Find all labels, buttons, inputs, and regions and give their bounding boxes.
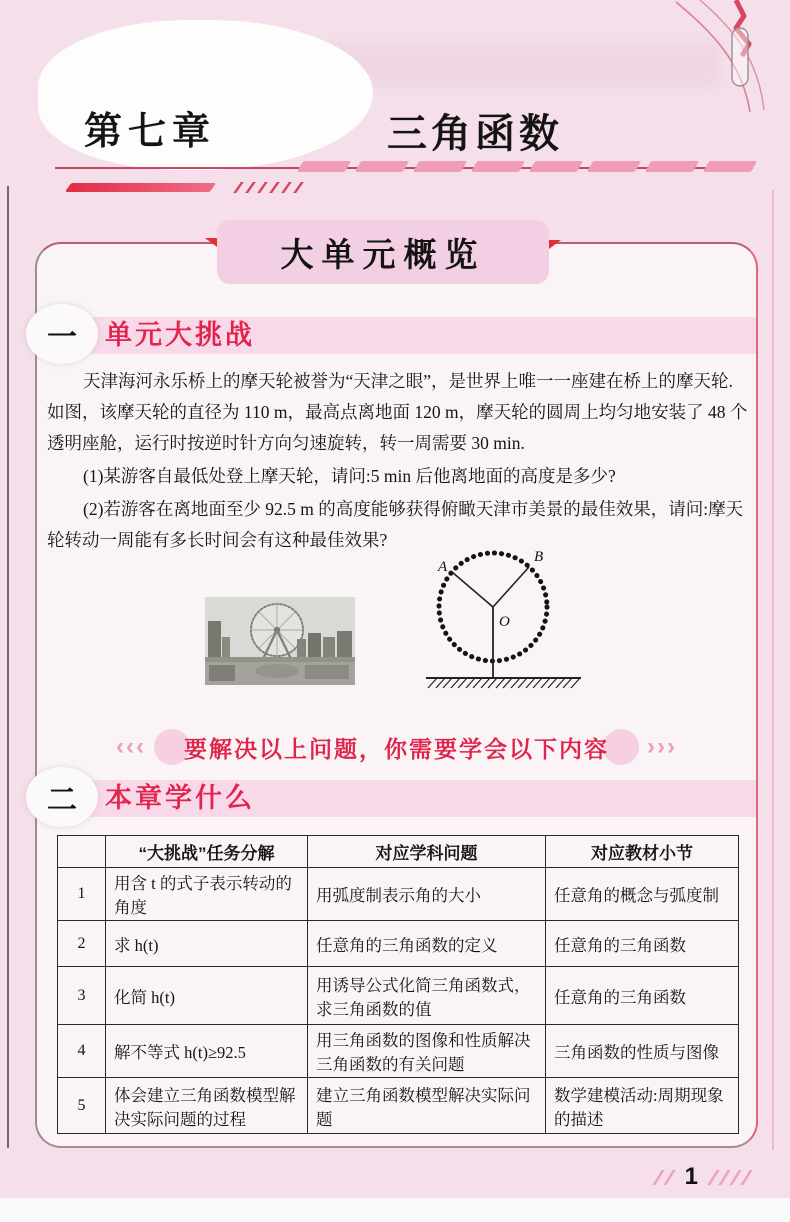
- ferris-wheel-photo: [205, 597, 355, 685]
- row-number: 1: [58, 868, 106, 921]
- subject-cell: 用弧度制表示角的大小: [308, 868, 546, 921]
- banner-arrow-right-icon: [549, 240, 561, 249]
- section1-marker: 一: [26, 304, 98, 364]
- table-row: [58, 967, 739, 1025]
- row-number: 3: [58, 967, 106, 1025]
- table-header-row: [58, 836, 739, 868]
- table-row: [58, 868, 739, 921]
- row-number: 4: [58, 1025, 106, 1078]
- chapter-map-table: [57, 835, 739, 1134]
- section2-title: 本章学什么: [105, 783, 255, 813]
- page-number: 1: [684, 1163, 698, 1190]
- footer-slash-icon: [652, 1170, 664, 1185]
- scan-edge-left: [7, 186, 9, 1148]
- header-cell-subject: 对应学科问题: [308, 836, 546, 868]
- problem-paragraph: 天津海河永乐桥上的摩天轮被誉为“天津之眼”，是世界上唯一一座建在桥上的摩天轮.如图，该摩天轮的直径为 110 m，最高点离地面 120 m，摩天轮的圆周上均匀地安装了 48 个透明座舱，运行时按逆时针方向匀速旋转，转一周需要 30 min.: [47, 371, 748, 453]
- task-cell: 体会建立三角函数模型解决实际问题的过程: [106, 1078, 308, 1134]
- section2-marker: 二: [26, 767, 98, 827]
- problem-statement: [47, 366, 750, 556]
- table-row: [58, 921, 739, 967]
- paperclip-icon: [732, 28, 748, 86]
- chapter-title: 三角函数: [387, 112, 563, 156]
- diagram-label-b: B: [534, 549, 544, 565]
- footer-slash-icon: [740, 1170, 752, 1185]
- material-cell: 三角函数的性质与图像: [546, 1025, 739, 1078]
- header-cell-blank: [58, 836, 106, 868]
- material-cell: 数学建模活动:周期现象的描述: [546, 1078, 739, 1134]
- page-footer: [657, 1163, 748, 1191]
- problem-question-2: (2)若游客在离地面至少 92.5 m 的高度能够获得俯瞰天津市美景的最佳效果，请问:摩天轮转动一周能有多长时间会有这种最佳效果?: [47, 499, 744, 550]
- diagram-label-a: A: [438, 559, 448, 575]
- transition-banner: [37, 726, 756, 768]
- problem-question-1: (1)某游客自最低处登上摩天轮，请问:5 min 后他离地面的高度是多少?: [83, 466, 616, 486]
- table-row: [58, 1078, 739, 1134]
- row-number: 2: [58, 921, 106, 967]
- row-number: 5: [58, 1078, 106, 1134]
- task-cell: 解不等式 h(t)≥92.5: [106, 1025, 308, 1078]
- task-cell: 化简 h(t): [106, 967, 308, 1025]
- material-cell: 任意角的三角函数: [546, 921, 739, 967]
- chevrons-left-icon: ‹‹‹: [116, 733, 146, 760]
- task-cell: 用含 t 的式子表示转动的角度: [106, 868, 308, 921]
- subject-cell: 用三角函数的图像和性质解决三角函数的有关问题: [308, 1025, 546, 1078]
- section1-title: 单元大挑战: [105, 320, 255, 350]
- chevrons-right-icon: ›››: [647, 733, 677, 760]
- subject-cell: 建立三角函数模型解决实际问题: [308, 1078, 546, 1134]
- radius-OB: [493, 567, 529, 607]
- subject-cell: 用诱导公式化简三角函数式，求三角函数的值: [308, 967, 546, 1025]
- diagram-label-o: O: [499, 614, 510, 630]
- banner-arrow-left-icon: [205, 238, 217, 247]
- ground-hatching: [428, 678, 580, 688]
- footer-slash-icon: [707, 1170, 719, 1185]
- task-cell: 求 h(t): [106, 921, 308, 967]
- chapter-number-label: 第七章: [84, 111, 217, 153]
- corner-decoration: [670, 0, 790, 115]
- footer-slash-icon: [729, 1170, 741, 1185]
- header-slash-marks: [237, 182, 300, 193]
- header-cell-task: “大挑战”任务分解: [106, 836, 308, 868]
- radius-OA: [452, 572, 493, 607]
- overview-banner: 大单元概览: [217, 220, 549, 284]
- footer-slash-icon: [663, 1170, 675, 1185]
- material-cell: 任意角的三角函数: [546, 967, 739, 1025]
- scan-edge-bottom: [0, 1198, 790, 1222]
- footer-slash-icon: [718, 1170, 730, 1185]
- subject-cell: 任意角的三角函数的定义: [308, 921, 546, 967]
- header-red-bar: [65, 183, 216, 192]
- scan-edge-right: [772, 190, 774, 1150]
- wheel-schematic-diagram: [398, 541, 588, 693]
- header-dash-decoration: [300, 161, 754, 172]
- header-cell-material: 对应教材小节: [546, 836, 739, 868]
- table-row: [58, 1025, 739, 1078]
- material-cell: 任意角的概念与弧度制: [546, 868, 739, 921]
- transition-text: 要解决以上问题，你需要学会以下内容: [184, 735, 609, 762]
